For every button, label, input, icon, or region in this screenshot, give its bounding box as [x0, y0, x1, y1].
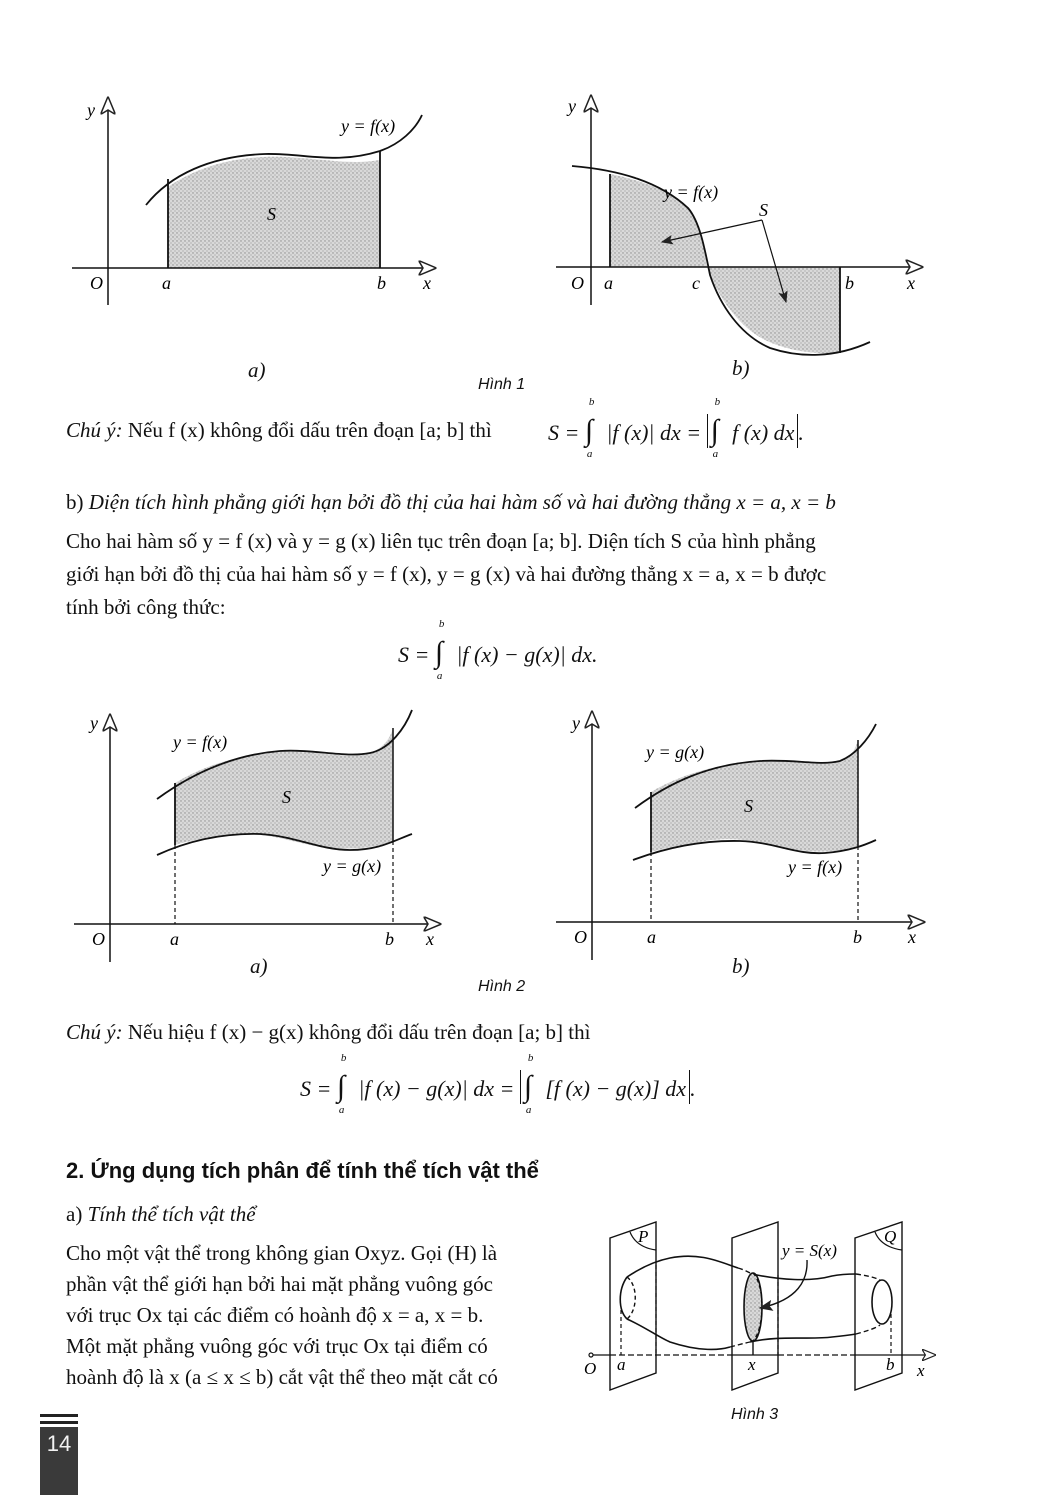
- lower-limit: a: [338, 1104, 345, 1116]
- figure-2b: [540, 700, 960, 980]
- integral-sign: ∫: [336, 1070, 346, 1103]
- x-axis-label: x: [426, 929, 434, 949]
- formula-end: .: [690, 1076, 696, 1101]
- lower-limit: a: [712, 448, 719, 460]
- note-2: [66, 1016, 590, 1048]
- figure-3-graph: [570, 1210, 950, 1400]
- note-2-formula: [300, 1052, 696, 1116]
- subsection-label: a): [66, 1202, 83, 1226]
- curve-label: y = f(x): [341, 116, 396, 136]
- plane-p-label: P: [638, 1227, 649, 1246]
- page-number-marker: [40, 1414, 78, 1495]
- y-axis-label: y: [568, 96, 576, 116]
- paragraph-line: Cho một vật thể trong không gian Oxyz. Gọi (H) là: [66, 1241, 498, 1265]
- figure-2-caption: Hình 2: [478, 978, 526, 995]
- paragraph-line: Cho hai hàm số y = f (x) và y = g (x) liên tục trên đoạn [a; b]. Diện tích S của hình phẳng: [66, 529, 816, 553]
- integral-sign: ∫: [584, 414, 594, 447]
- curve-label: y = f(x): [664, 182, 719, 202]
- formula-integrand-2: [f (x) − g(x)] dx: [545, 1076, 687, 1101]
- y-axis-label: y: [87, 100, 95, 120]
- origin-label: O: [92, 929, 105, 949]
- lower-limit: a: [586, 448, 593, 460]
- figure-2b-sublabel: b): [732, 954, 750, 978]
- paragraph-line: hoành độ là x (a ≤ x ≤ b) cắt vật thể theo mặt cắt có: [66, 1365, 498, 1389]
- figure-2a: [60, 700, 480, 980]
- point-c-label: c: [692, 273, 700, 293]
- section-2-heading: 2. Ứng dụng tích phân để tính thể tích vật thể: [66, 1158, 539, 1183]
- formula-equals: =: [686, 420, 702, 445]
- paragraph-line: Một mặt phẳng vuông góc với trục Ox tại điểm có: [66, 1334, 488, 1358]
- area-label: S: [759, 200, 768, 220]
- subsection-title: Tính thể tích vật thể: [87, 1202, 256, 1226]
- x-axis-label: x: [908, 927, 916, 947]
- point-a-label: a: [604, 273, 613, 293]
- lower-limit: a: [525, 1104, 532, 1116]
- formula-end: .: [798, 420, 804, 445]
- figure-1a-sublabel: a): [248, 358, 266, 382]
- origin-label: O: [571, 273, 584, 293]
- section-b-label: b): [66, 490, 84, 514]
- note-text: Nếu hiệu f (x) − g(x) không đổi dấu trên đoạn [a; b] thì: [127, 1020, 591, 1044]
- integral-sign: ∫: [434, 636, 444, 669]
- note-1: [66, 414, 492, 446]
- point-a-label: a: [617, 1355, 626, 1374]
- formula-lhs: S =: [300, 1076, 332, 1101]
- integral-sign: ∫: [710, 414, 719, 447]
- section-b-formula: [398, 618, 598, 682]
- note-prefix: Chú ý:: [66, 1020, 123, 1044]
- paragraph-line: với trục Ox tại các điểm có hoành độ x = a, x = b.: [66, 1303, 484, 1327]
- figure-1a-graph: [60, 80, 460, 380]
- formula-integrand: |f (x) − g(x)| dx.: [456, 642, 598, 667]
- figure-1b-sublabel: b): [732, 356, 750, 380]
- formula-lhs: S =: [548, 420, 580, 445]
- formula-integrand-1: |f (x) − g(x)| dx: [358, 1076, 495, 1101]
- note-1-formula: [548, 396, 804, 464]
- section-b-title: [66, 486, 836, 518]
- page-number: 14: [40, 1427, 78, 1495]
- section-b-title-text: Diện tích hình phẳng giới hạn bởi đồ thị của hai hàm số và hai đường thẳng x = a, x = b: [88, 490, 836, 514]
- formula-equals: =: [499, 1076, 515, 1101]
- formula-integrand-2: f (x) dx: [732, 420, 795, 445]
- paragraph-line: tính bởi công thức:: [66, 595, 226, 619]
- area-label: S: [282, 787, 291, 807]
- figure-1-caption: Hình 1: [478, 376, 526, 393]
- paragraph-line: phần vật thể giới hạn bởi hai mặt phẳng vuông góc: [66, 1272, 493, 1296]
- section-b-paragraph: [66, 525, 826, 624]
- upper-curve-label: y = g(x): [646, 742, 705, 762]
- x-axis-label: x: [917, 1361, 925, 1380]
- y-axis-label: y: [90, 713, 98, 733]
- note-text: Nếu f (x) không đổi dấu trên đoạn [a; b] thì: [127, 418, 492, 442]
- origin-label: O: [584, 1359, 597, 1378]
- figure-2b-graph: [540, 700, 960, 980]
- point-b-label: b: [377, 273, 386, 293]
- x-axis-label: x: [423, 273, 431, 293]
- origin-label: O: [574, 927, 587, 947]
- point-a-label: a: [647, 927, 656, 947]
- formula-lhs: S =: [398, 642, 430, 667]
- area-label: S: [267, 204, 276, 224]
- x-axis-label: x: [907, 273, 915, 293]
- upper-curve-label: y = f(x): [173, 732, 228, 752]
- lower-limit: a: [436, 670, 443, 682]
- figure-3: [570, 1210, 950, 1400]
- upper-limit: b: [438, 618, 445, 630]
- formula-integrand-1: |f (x)| dx: [606, 420, 681, 445]
- point-b-label: b: [385, 929, 394, 949]
- point-b-label: b: [853, 927, 862, 947]
- upper-limit: b: [588, 396, 595, 408]
- point-a-label: a: [162, 273, 171, 293]
- point-a-label: a: [170, 929, 179, 949]
- point-x-label: x: [748, 1355, 756, 1374]
- note-prefix: Chú ý:: [66, 418, 123, 442]
- figure-1b-graph: [550, 80, 950, 380]
- section-2-paragraph: [66, 1238, 498, 1393]
- figure-3-caption: Hình 3: [731, 1406, 779, 1423]
- origin-label: O: [90, 273, 103, 293]
- figure-1b: [550, 80, 950, 380]
- upper-limit: b: [340, 1052, 347, 1064]
- point-b-label: b: [886, 1355, 895, 1374]
- integral-sign: ∫: [523, 1070, 533, 1103]
- lower-curve-label: y = f(x): [788, 857, 843, 877]
- paragraph-line: giới hạn bởi đồ thị của hai hàm số y = f (x), y = g (x) và hai đường thẳng x = a, x = b được: [66, 562, 827, 586]
- figure-2a-graph: [60, 700, 480, 980]
- plane-q-label: Q: [884, 1227, 897, 1246]
- figure-1a: [60, 80, 460, 380]
- y-axis-label: y: [572, 713, 580, 733]
- upper-limit: b: [527, 1052, 534, 1064]
- area-label: S: [744, 796, 753, 816]
- figure-2a-sublabel: a): [250, 954, 268, 978]
- section-label: y = S(x): [782, 1241, 837, 1260]
- section-2a-title: [66, 1198, 256, 1230]
- upper-limit: b: [714, 396, 721, 408]
- lower-curve-label: y = g(x): [323, 856, 382, 876]
- point-b-label: b: [845, 273, 854, 293]
